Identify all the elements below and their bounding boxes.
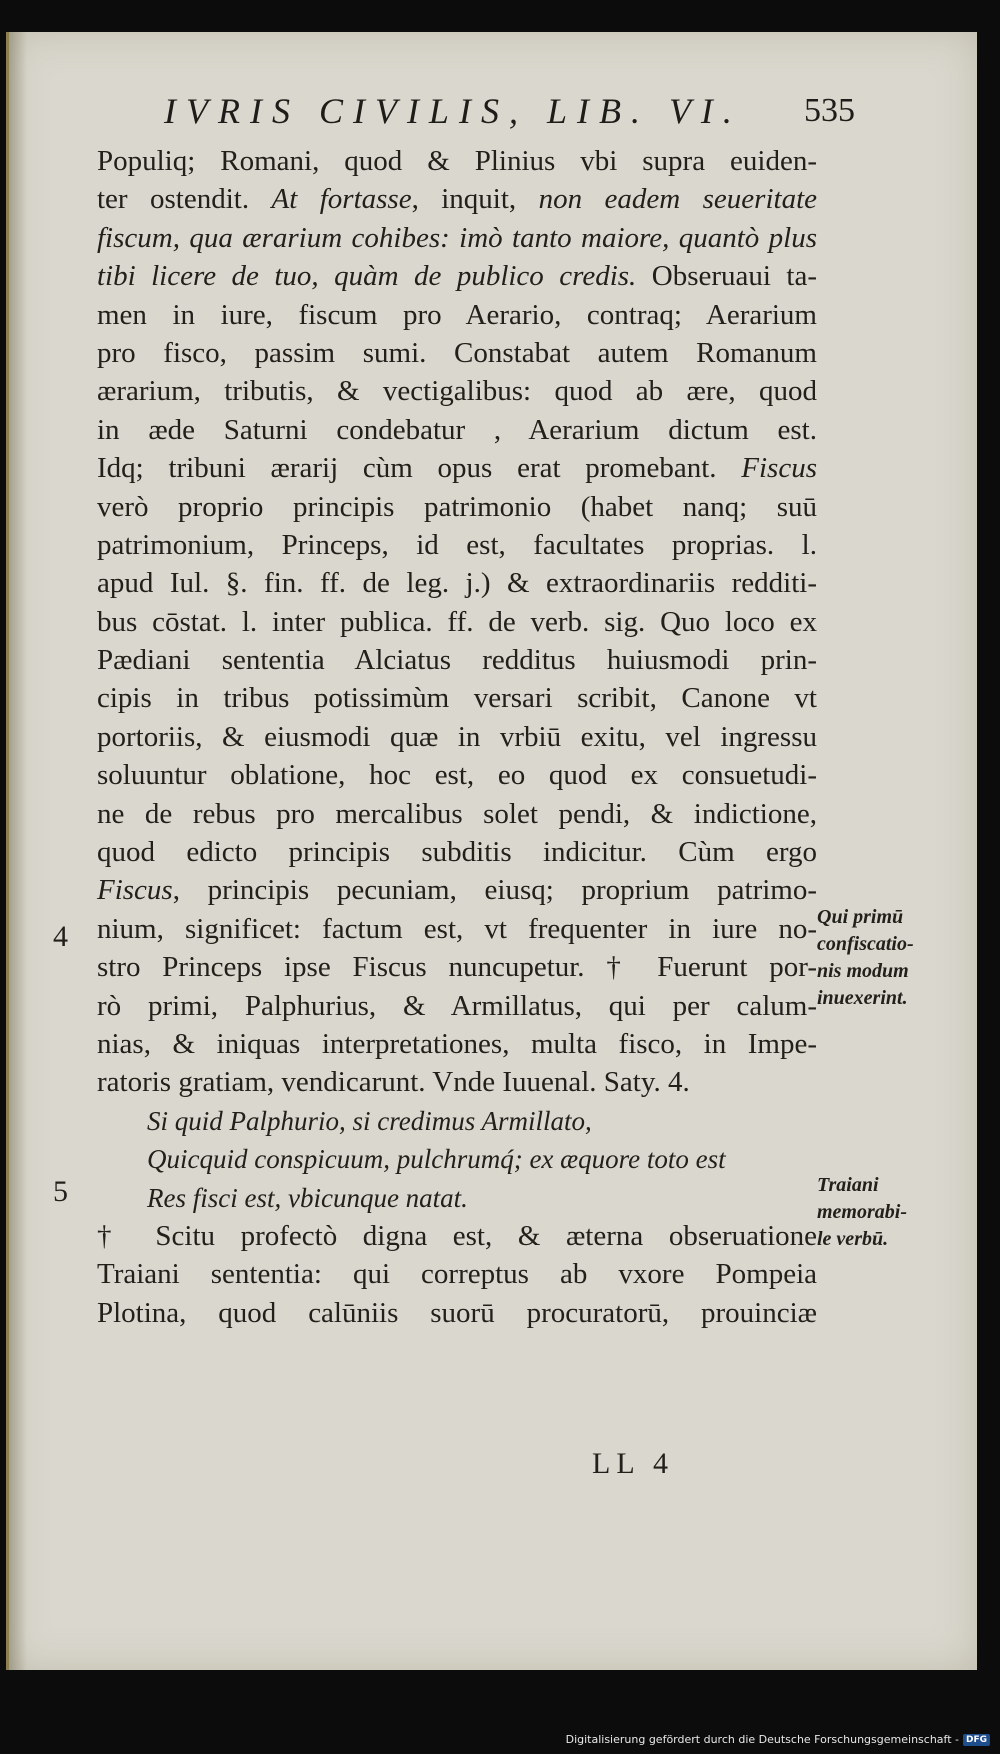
margin-note-line: nis modum [817,960,909,982]
text-line [97,142,817,180]
text-line: Plotina, quod calūniis suorū procuratorū, prouinciæ [97,1296,817,1329]
italic-phrase: Fiscus [97,874,173,907]
text-run: Pædiani sententia Alciatus redditus huiusmodi prin- [97,644,817,677]
text-line [97,871,817,909]
main-text [97,142,817,1332]
page-number: 535 [804,92,855,129]
text-line: † Scitu profectò digna est, & æterna obseruatione [97,1219,817,1252]
text-run: , principis pecuniam, eiusq; proprium patrimo- [172,874,817,907]
margin-note-line: confiscatio- [817,933,914,955]
verse-line: Quicquid conspicuum, pulchrumq́; ex æquore toto est [147,1144,726,1175]
text-run: patrimonium, Princeps, id est, facultates proprias. l. [97,528,817,561]
text-run: ter ostendit. [97,183,272,216]
text-run: verò proprio principis patrimonio (habet nanq; suū [97,490,817,523]
text-run: Obseruaui ta- [636,260,817,293]
italic-phrase: At fortasse [271,183,412,216]
italic-phrase: tibi licere de tuo, quàm de publico credis. [97,260,637,293]
book-page [6,32,977,1670]
text-run: nium, significet: factum est, vt frequenter in iure no- [97,912,817,945]
text-line [97,679,817,717]
text-line [97,257,817,295]
text-line [97,948,817,986]
text-run: apud Iul. §. fin. ff. de leg. j.) & extraordinariis redditi- [97,567,817,600]
text-run: ærarium, tributis, & vectigalibus: quod ab ære, quod [97,375,817,408]
text-run: pro fisco, passim sumi. Constabat autem Romanum [97,336,817,369]
text-line [97,795,817,833]
margin-note-line: Traiani [817,1174,879,1196]
text-run: nias, & iniquas interpretationes, multa fisco, in Impe- [97,1027,817,1060]
margin-note-line: le verbū. [817,1228,889,1250]
gutter-shadow [9,32,27,1670]
text-run: men in iure, fiscum pro Aerario, contraq; Aerarium [97,298,817,331]
text-line [97,449,817,487]
dfg-logo: DFG [963,1734,990,1746]
text-run: portoriis, & eiusmodi quæ in vrbiū exitu, vel ingressu [97,720,817,753]
line-number-4: 4 [53,920,68,953]
text-line [97,910,817,948]
text-line [97,1063,817,1101]
margin-note-confiscation [817,904,927,1012]
text-line [97,219,817,257]
text-line [97,833,817,871]
text-line [97,641,817,679]
text-line [97,718,817,756]
text-line [97,488,817,526]
footer-text: Digitalisierung gefördert durch die Deutsche Forschungsgemeinschaft - [565,1733,959,1746]
verse-line: Si quid Palphurio, si credimus Armillato, [147,1105,592,1136]
text-run: rò primi, Palphurius, & Armillatus, qui per calum- [97,989,817,1022]
text-line: Traiani sententia: qui correptus ab vxore Pompeia [97,1258,817,1291]
margin-note-traiani [817,1172,927,1253]
text-run: Populiq; Romani, quod & Plinius vbi supra euiden- [97,145,817,177]
verse-line: Res fisci est, vbicunque natat. [147,1182,468,1213]
text-run: quod edicto principis subditis indicitur. Cùm ergo [97,836,817,869]
text-run: in æde Saturni condebatur , Aerarium dictum est. [97,413,817,446]
text-run: soluuntur oblatione, hoc est, eo quod ex consuetudi- [97,759,817,792]
text-run: ratoris gratiam, vendicarunt. Vnde Iuuenal. Saty. 4. [97,1066,690,1099]
text-run: ne de rebus pro mercalibus solet pendi, & indictione, [97,797,817,830]
text-line [97,296,817,334]
text-run: cipis in tribus potissimùm versari scribit, Canone vt [97,682,817,715]
text-line [97,987,817,1025]
digitization-footer [566,1733,990,1746]
text-run: , inquit, [411,183,539,216]
signature-mark: LL 4 [592,1447,675,1480]
text-line [97,372,817,410]
text-run: bus cōstat. l. inter publica. ff. de verb. sig. Quo loco ex [97,605,817,638]
italic-phrase: non eadem seueritate [538,183,818,216]
line-number-5: 5 [53,1175,68,1208]
text-line [97,180,817,218]
text-run: Idq; tribuni ærarij cùm opus erat promebant. [97,452,742,485]
italic-phrase: Fiscus [741,452,817,485]
text-line [97,564,817,602]
margin-note-line: memorabi- [817,1201,907,1223]
margin-note-line: inuexerint. [817,987,908,1009]
running-title: IVRIS CIVILIS, LIB. VI. [164,91,742,131]
text-line [97,526,817,564]
text-line [97,1025,817,1063]
italic-phrase: fiscum, qua ærarium cohibes: imò tanto maiore, quantò plus [97,221,817,254]
text-run: stro Princeps ipse Fiscus nuncupetur. † Fuerunt por- [97,951,817,984]
margin-note-line: Qui primū [817,906,904,928]
text-line [97,411,817,449]
text-line [97,603,817,641]
text-line [97,756,817,794]
text-line [97,334,817,372]
